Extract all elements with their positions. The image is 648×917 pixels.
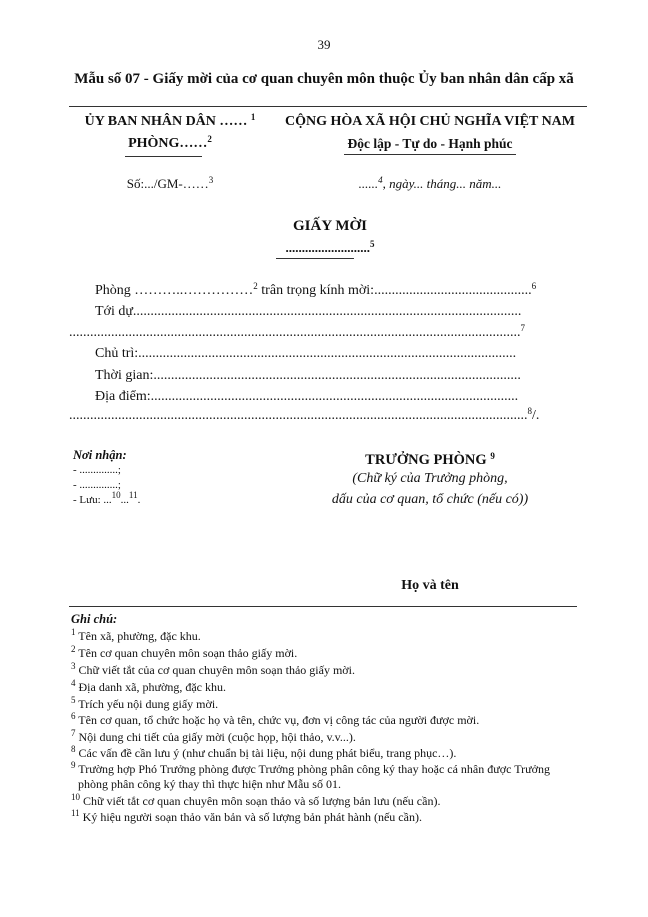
national-title: CỘNG HÒA XÃ HỘI CHỦ NGHĨA VIỆT NAM — [284, 114, 575, 129]
document-title: GIẤY MỜI — [292, 218, 368, 234]
motto-underline — [344, 154, 516, 155]
signer-title: TRƯỞNG PHÒNG $^9$ — [365, 451, 495, 468]
footnote: $^{11}$ Ký hiệu người soạn thảo văn bản và số lượng bản phát hành (nếu cần). — [71, 808, 422, 824]
time-line: Thời gian:......................................................................................................... — [95, 368, 521, 383]
footnote: $^8$ Các vấn đề cần lưu ý (như chuẩn bị tài liệu, nội dung phát biểu, trang phục…). — [71, 744, 457, 760]
document-subject: ..........................$^5$ — [285, 239, 375, 255]
place-date: ......$^4$, ngày... tháng... năm... — [358, 175, 502, 191]
footnote: $^4$ Địa danh xã, phường, đặc khu. — [71, 678, 226, 694]
department-name: PHÒNG……$^2$ — [128, 134, 212, 151]
footnote: $^3$ Chữ viết tắt của cơ quan chuyên môn soạn thảo giấy mời. — [71, 661, 355, 677]
footnote: $^2$ Tên cơ quan chuyên môn soạn thảo giấy mời. — [71, 644, 298, 660]
subject-underline — [276, 258, 354, 259]
recipient-item: - ..............; — [73, 479, 121, 491]
invitation-line: Phòng ………..……………$^2$ trân trọng kính mời:.............................................$^6$ — [95, 281, 537, 298]
footnote: phòng phân công ký thay thì thực hiện như Mẫu số 01. — [78, 777, 341, 791]
recipients-title: Nơi nhận: — [73, 448, 127, 462]
footnote: $^9$ Trường hợp Phó Trưởng phòng được Trưởng phòng phân công ký thay hoặc cá nhân được Trưởng — [71, 760, 550, 776]
title-divider — [69, 106, 587, 107]
document-number: Số:.../GM-……$^3$ — [126, 175, 214, 191]
archive-item: - Lưu: ...$^{10}$...$^{11}$. — [73, 490, 141, 506]
national-motto: Độc lập - Tự do - Hạnh phúc — [347, 136, 513, 151]
signature-note: (Chữ ký của Trưởng phòng, — [352, 471, 508, 486]
attend-line: Tới dự............................................................................................................... — [95, 304, 522, 319]
dept-underline — [125, 156, 202, 157]
place-line: Địa điểm:......................................................................................................... — [95, 389, 519, 404]
signer-name: Họ và tên — [401, 578, 459, 593]
signature-note: dấu của cơ quan, tổ chức (nếu có)) — [331, 492, 529, 507]
footnote: $^{10}$ Chữ viết tắt cơ quan chuyên môn soạn thảo và số lượng bản lưu (nếu cần). — [71, 792, 441, 808]
recipient-item: - ..............; — [73, 464, 121, 476]
notes-divider — [69, 606, 577, 607]
page-number: 39 — [317, 37, 331, 52]
footnote: $^6$ Tên cơ quan, tổ chức hoặc họ và tên, chức vụ, đơn vị công tác của người được mời. — [71, 711, 480, 727]
notes-title: Ghi chú: — [71, 612, 118, 626]
form-title: Mẫu số 07 - Giấy mời của cơ quan chuyên môn thuộc Ủy ban nhân dân cấp xã — [74, 71, 574, 87]
footnote: $^5$ Trích yếu nội dung giấy mời. — [71, 695, 219, 711]
footnote: $^1$ Tên xã, phường, đặc khu. — [71, 627, 201, 643]
footnote: $^7$ Nội dung chi tiết của giấy mời (cuộc họp, hội thảo, v.v...). — [71, 728, 356, 744]
agency-name: ỦY BAN NHÂN DÂN …… $^1$ — [84, 112, 256, 129]
chair-line: Chủ trì:............................................................................................................ — [95, 346, 517, 361]
notes-line: ...................................................................................................................................$^8$/. — [69, 406, 540, 423]
detail-line: .................................................................................................................................$^7$ — [69, 323, 525, 340]
